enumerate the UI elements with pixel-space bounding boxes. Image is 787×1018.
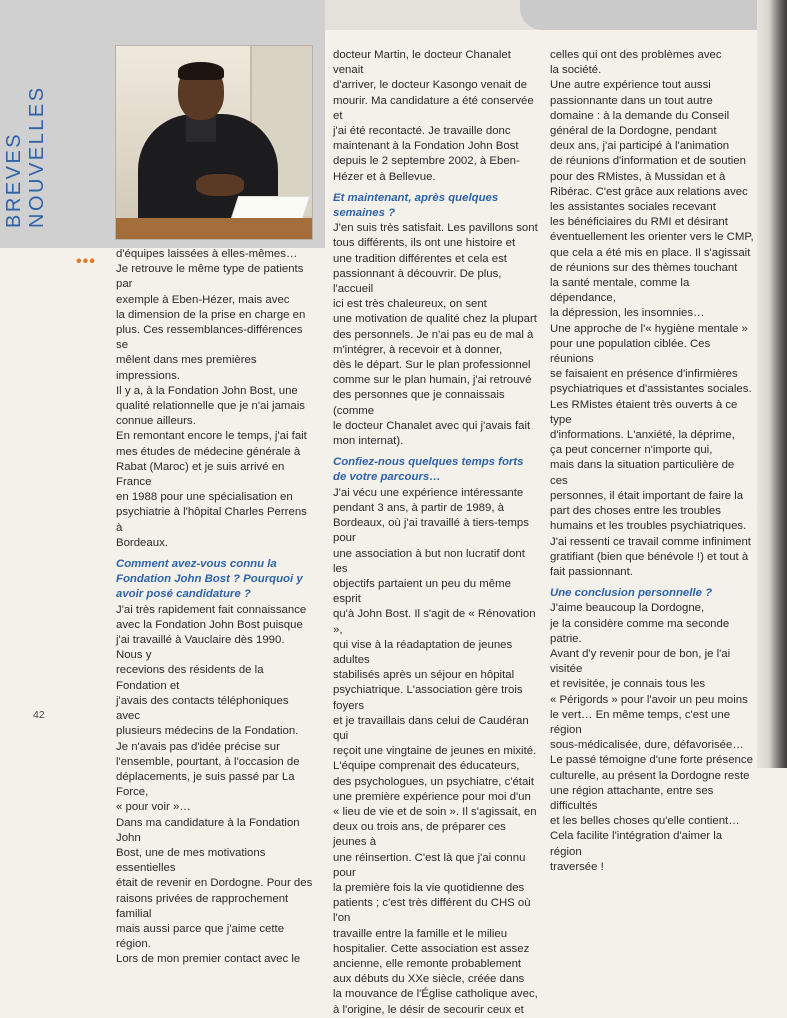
- text-line: la société.: [550, 64, 602, 77]
- text-line: était de revenir en Dordogne. Pour des: [116, 877, 313, 890]
- text-line: recevions des résidents de la Fondation et: [116, 664, 264, 692]
- text-line: à l'origine, le désir de secourir ceux et: [333, 1003, 524, 1016]
- column-2: [333, 48, 538, 1018]
- text-line: comme sur le plan humain, j'ai retrouvé: [333, 374, 532, 387]
- question-heading: Et maintenant, après quelques semaines ?: [333, 191, 499, 220]
- text-line: une tradition différentes et cela est: [333, 252, 507, 265]
- text-line: humains et les troubles psychiatriques.: [550, 520, 747, 533]
- text-line: les bénéficiaires du RMI et désirant: [550, 216, 728, 229]
- text-line: la santé mentale, comme la dépendance,: [550, 277, 690, 305]
- text-line: patients ; c'est très différent du CHS où l'on: [333, 897, 531, 925]
- text-line: personnes, il était important de faire la: [550, 489, 744, 502]
- text-line: psychiatrie à l'hôpital Charles Perrens à: [116, 506, 307, 534]
- text-line: psychiatriques et d'assistantes sociales.: [550, 383, 752, 396]
- col3-text-a: [550, 48, 755, 580]
- text-line: Je n'avais pas d'idée précise sur: [116, 740, 280, 753]
- text-line: plus. Ces ressemblances-différences se: [116, 324, 303, 352]
- text-line: Rabat (Maroc) et je suis arrivé en France: [116, 460, 285, 489]
- header-tab: [520, 0, 760, 30]
- col1-text-a: [116, 247, 314, 551]
- text-line: Ribérac. C'est grâce aux relations avec: [550, 185, 748, 198]
- text-line: ici est très chaleureux, on sent: [333, 298, 487, 311]
- text-line: Bost, une de mes motivations essentielles: [116, 846, 266, 875]
- text-line: une réinsertion. C'est là que j'ai connu pour: [333, 851, 526, 879]
- text-line: j'ai travaillé à Vauclaire dès 1990. Nous y: [116, 634, 285, 662]
- col2-text-c: [333, 486, 538, 1018]
- text-line: Une autre expérience tout aussi: [550, 79, 711, 92]
- text-line: Avant d'y revenir pour de bon, je l'ai visitée: [550, 647, 731, 676]
- text-line: et revisitée, je connais tous les: [550, 678, 706, 691]
- text-line: et les belles choses qu'elle contient…: [550, 815, 740, 828]
- column-1: [116, 247, 314, 968]
- text-line: j'avais des contacts téléphoniques avec: [116, 694, 289, 723]
- text-line: aux débuts du XXe siècle, créée dans: [333, 973, 525, 986]
- text-line: deux ou trois ans, de préparer ces jeunes à: [333, 821, 506, 849]
- col2-text-b: [333, 221, 538, 449]
- text-line: général de la Dordogne, pendant: [550, 125, 717, 138]
- text-line: pour une population ciblée. Ces réunions: [550, 337, 711, 366]
- text-line: des personnels. Je n'ai pas eu de mal à: [333, 328, 534, 341]
- text-line: des personnes que je connaissais (comme: [333, 389, 505, 417]
- text-line: part des choses entre les troubles: [550, 505, 721, 518]
- text-line: plusieurs médecins de la Fondation.: [116, 725, 299, 738]
- text-line: gratifiant (bien que bénévole !) et tout à: [550, 550, 749, 563]
- text-line: d'informations. L'anxiété, la déprime,: [550, 429, 735, 442]
- text-line: raisons privées de rapprochement familial: [116, 892, 289, 920]
- text-line: ancienne, elle remonte probablement: [333, 957, 522, 970]
- text-line: Le passé témoigne d'une forte présence: [550, 754, 753, 767]
- text-line: qualité relationnelle que je n'ai jamais: [116, 400, 305, 413]
- text-line: Une approche de l'« hygiène mentale »: [550, 322, 748, 335]
- text-line: Cela facilite l'intégration d'aimer la région: [550, 830, 723, 858]
- text-line: de réunions d'information et de soutien: [550, 155, 746, 168]
- page-fold-shadow: [757, 0, 787, 768]
- text-line: traversée !: [550, 860, 604, 873]
- text-line: en 1988 pour une spécialisation en: [116, 491, 293, 504]
- text-line: « lieu de vie et de soin ». Il s'agissait, en: [333, 805, 537, 818]
- text-line: objectifs partaient un peu du même esprit: [333, 577, 511, 606]
- column-3: [550, 48, 755, 875]
- text-line: depuis le 2 septembre 2002, à Eben-: [333, 155, 520, 168]
- text-line: mourir. Ma candidature a été conservée et: [333, 94, 534, 122]
- text-line: que cela a été mis en place. Il s'agissait: [550, 246, 751, 259]
- text-line: connue ailleurs.: [116, 415, 196, 428]
- text-line: Lors de mon premier contact avec le: [116, 953, 301, 966]
- text-line: maintenant à la Fondation John Bost: [333, 140, 519, 153]
- text-line: J'aime beaucoup la Dordogne,: [550, 602, 705, 615]
- text-line: une région attachante, entre ses difficultés: [550, 784, 714, 812]
- text-line: la dépression, les insomnies…: [550, 307, 705, 320]
- col3-text-b: [550, 601, 755, 875]
- text-line: Il y a, à la Fondation John Bost, une: [116, 384, 298, 397]
- text-line: « pour voir »…: [116, 801, 191, 814]
- text-line: je la considère comme ma seconde patrie.: [550, 617, 730, 645]
- text-line: mon internat).: [333, 435, 404, 448]
- text-line: « Périgords » pour l'avoir un peu moins: [550, 693, 748, 706]
- text-line: dès le départ. Sur le plan professionnel: [333, 359, 531, 372]
- text-line: J'en suis très satisfait. Les pavillons sont: [333, 222, 538, 235]
- text-line: pour des RMistes, à Mussidan et à: [550, 170, 726, 183]
- text-line: mais dans la situation particulière de ces: [550, 459, 735, 487]
- text-line: Je retrouve le même type de patients par: [116, 263, 304, 291]
- question-heading: Confiez-nous quelques temps forts de votre parcours…: [333, 456, 524, 484]
- text-line: déplacements, je suis passé par La Force,: [116, 770, 295, 799]
- text-line: J'ai ressenti ce travail comme infiniment: [550, 535, 751, 548]
- text-line: psychiatrique. L'association gère trois foyers: [333, 684, 523, 712]
- text-line: éventuellement les orienter vers le CMP,: [550, 231, 754, 244]
- text-line: tous différents, ils ont une histoire et: [333, 237, 516, 250]
- text-line: Hézer et à Bellevue.: [333, 170, 436, 183]
- portrait-photo: [115, 45, 313, 240]
- text-line: ça peut concerner n'importe qui,: [550, 444, 713, 457]
- text-line: avec la Fondation John Bost puisque: [116, 618, 303, 631]
- text-line: l'ensemble, pourtant, à l'occasion de: [116, 755, 300, 768]
- text-line: Bordeaux, où j'ai travaillé à tiers-temps pour: [333, 517, 529, 545]
- text-line: En remontant encore le temps, j'ai fait: [116, 430, 307, 443]
- text-line: d'équipes laissées à elles-mêmes…: [116, 248, 298, 260]
- text-line: j'ai été recontacté. Je travaille donc: [333, 125, 511, 138]
- text-line: le docteur Chanalet avec qui j'avais fait: [333, 419, 531, 432]
- text-line: mêlent dans mes premières impressions.: [116, 354, 257, 382]
- question-heading: Comment avez-vous connu la Fondation John Bost ? Pourquoi y avoir posé candidature ?: [116, 558, 303, 601]
- ornament-dots: •••: [76, 253, 96, 270]
- text-line: de réunions sur des thèmes touchant: [550, 261, 738, 274]
- text-line: reçoit une vingtaine de jeunes en mixité.: [333, 745, 537, 758]
- text-line: pendant 3 ans, à partir de 1989, à: [333, 501, 504, 514]
- text-line: une première expérience pour moi d'un: [333, 790, 531, 803]
- text-line: mes études de médecine générale à: [116, 445, 301, 458]
- text-line: stabilisés après un séjour en hôpital: [333, 669, 515, 682]
- text-line: domaine : à la demande du Conseil: [550, 109, 730, 122]
- text-line: mais aussi parce que j'aime cette région.: [116, 922, 285, 951]
- text-line: qui vise à la réadaptation de jeunes adultes: [333, 638, 513, 666]
- text-line: hospitalier. Cette association est assez: [333, 942, 530, 955]
- text-line: et je travaillais dans celui de Caudéran qui: [333, 714, 529, 742]
- text-line: celles qui ont des problèmes avec: [550, 49, 722, 61]
- text-line: se faisaient en présence d'infirmières: [550, 368, 738, 381]
- text-line: sous-médicalisée, dure, défavorisée…: [550, 739, 744, 752]
- text-line: travaille entre la famille et le milieu: [333, 927, 508, 940]
- col2-text-a: [333, 48, 538, 185]
- col1-text-b: [116, 603, 314, 968]
- text-line: Dans ma candidature à la Fondation John: [116, 816, 300, 844]
- text-line: des psychologues, un psychiatre, c'était: [333, 775, 534, 788]
- text-line: L'équipe comprenait des éducateurs,: [333, 760, 520, 773]
- text-line: exemple à Eben-Hézer, mais avec: [116, 293, 290, 306]
- text-line: deux ans, j'ai participé à l'animation: [550, 140, 730, 153]
- text-line: passionnant à découvrir. De plus, l'accueil: [333, 267, 502, 296]
- text-line: Les RMistes étaient très ouverts à ce type: [550, 398, 738, 426]
- text-line: le vert… En même temps, c'est une région: [550, 708, 731, 736]
- text-line: Bordeaux.: [116, 536, 168, 549]
- text-line: d'arriver, le docteur Kasongo venait de: [333, 79, 528, 92]
- question-heading: Une conclusion personnelle ?: [550, 587, 713, 600]
- text-line: fait passionnant.: [550, 565, 633, 578]
- text-line: les assistantes sociales recevant: [550, 201, 716, 214]
- text-line: qu'à John Bost. Il s'agit de « Rénovation »,: [333, 608, 536, 636]
- text-line: la mouvance de l'Église catholique avec,: [333, 988, 538, 1001]
- text-line: une motivation de qualité chez la plupart: [333, 313, 537, 326]
- text-line: J'ai très rapidement fait connaissance: [116, 603, 307, 616]
- section-title: BREVES NOUVELLES: [3, 85, 48, 228]
- text-line: docteur Martin, le docteur Chanalet venait: [333, 49, 511, 77]
- text-line: m'intégrer, à recevoir et à donner,: [333, 343, 503, 356]
- text-line: la dimension de la prise en charge en: [116, 308, 306, 321]
- page-number: 42: [33, 709, 45, 721]
- text-line: la première fois la vie quotidienne des: [333, 881, 525, 894]
- text-line: une association à but non lucratif dont les: [333, 547, 525, 575]
- text-line: J'ai vécu une expérience intéressante: [333, 486, 524, 499]
- text-line: culturelle, au présent la Dordogne reste: [550, 769, 750, 782]
- text-line: passionnante dans un tout autre: [550, 94, 713, 107]
